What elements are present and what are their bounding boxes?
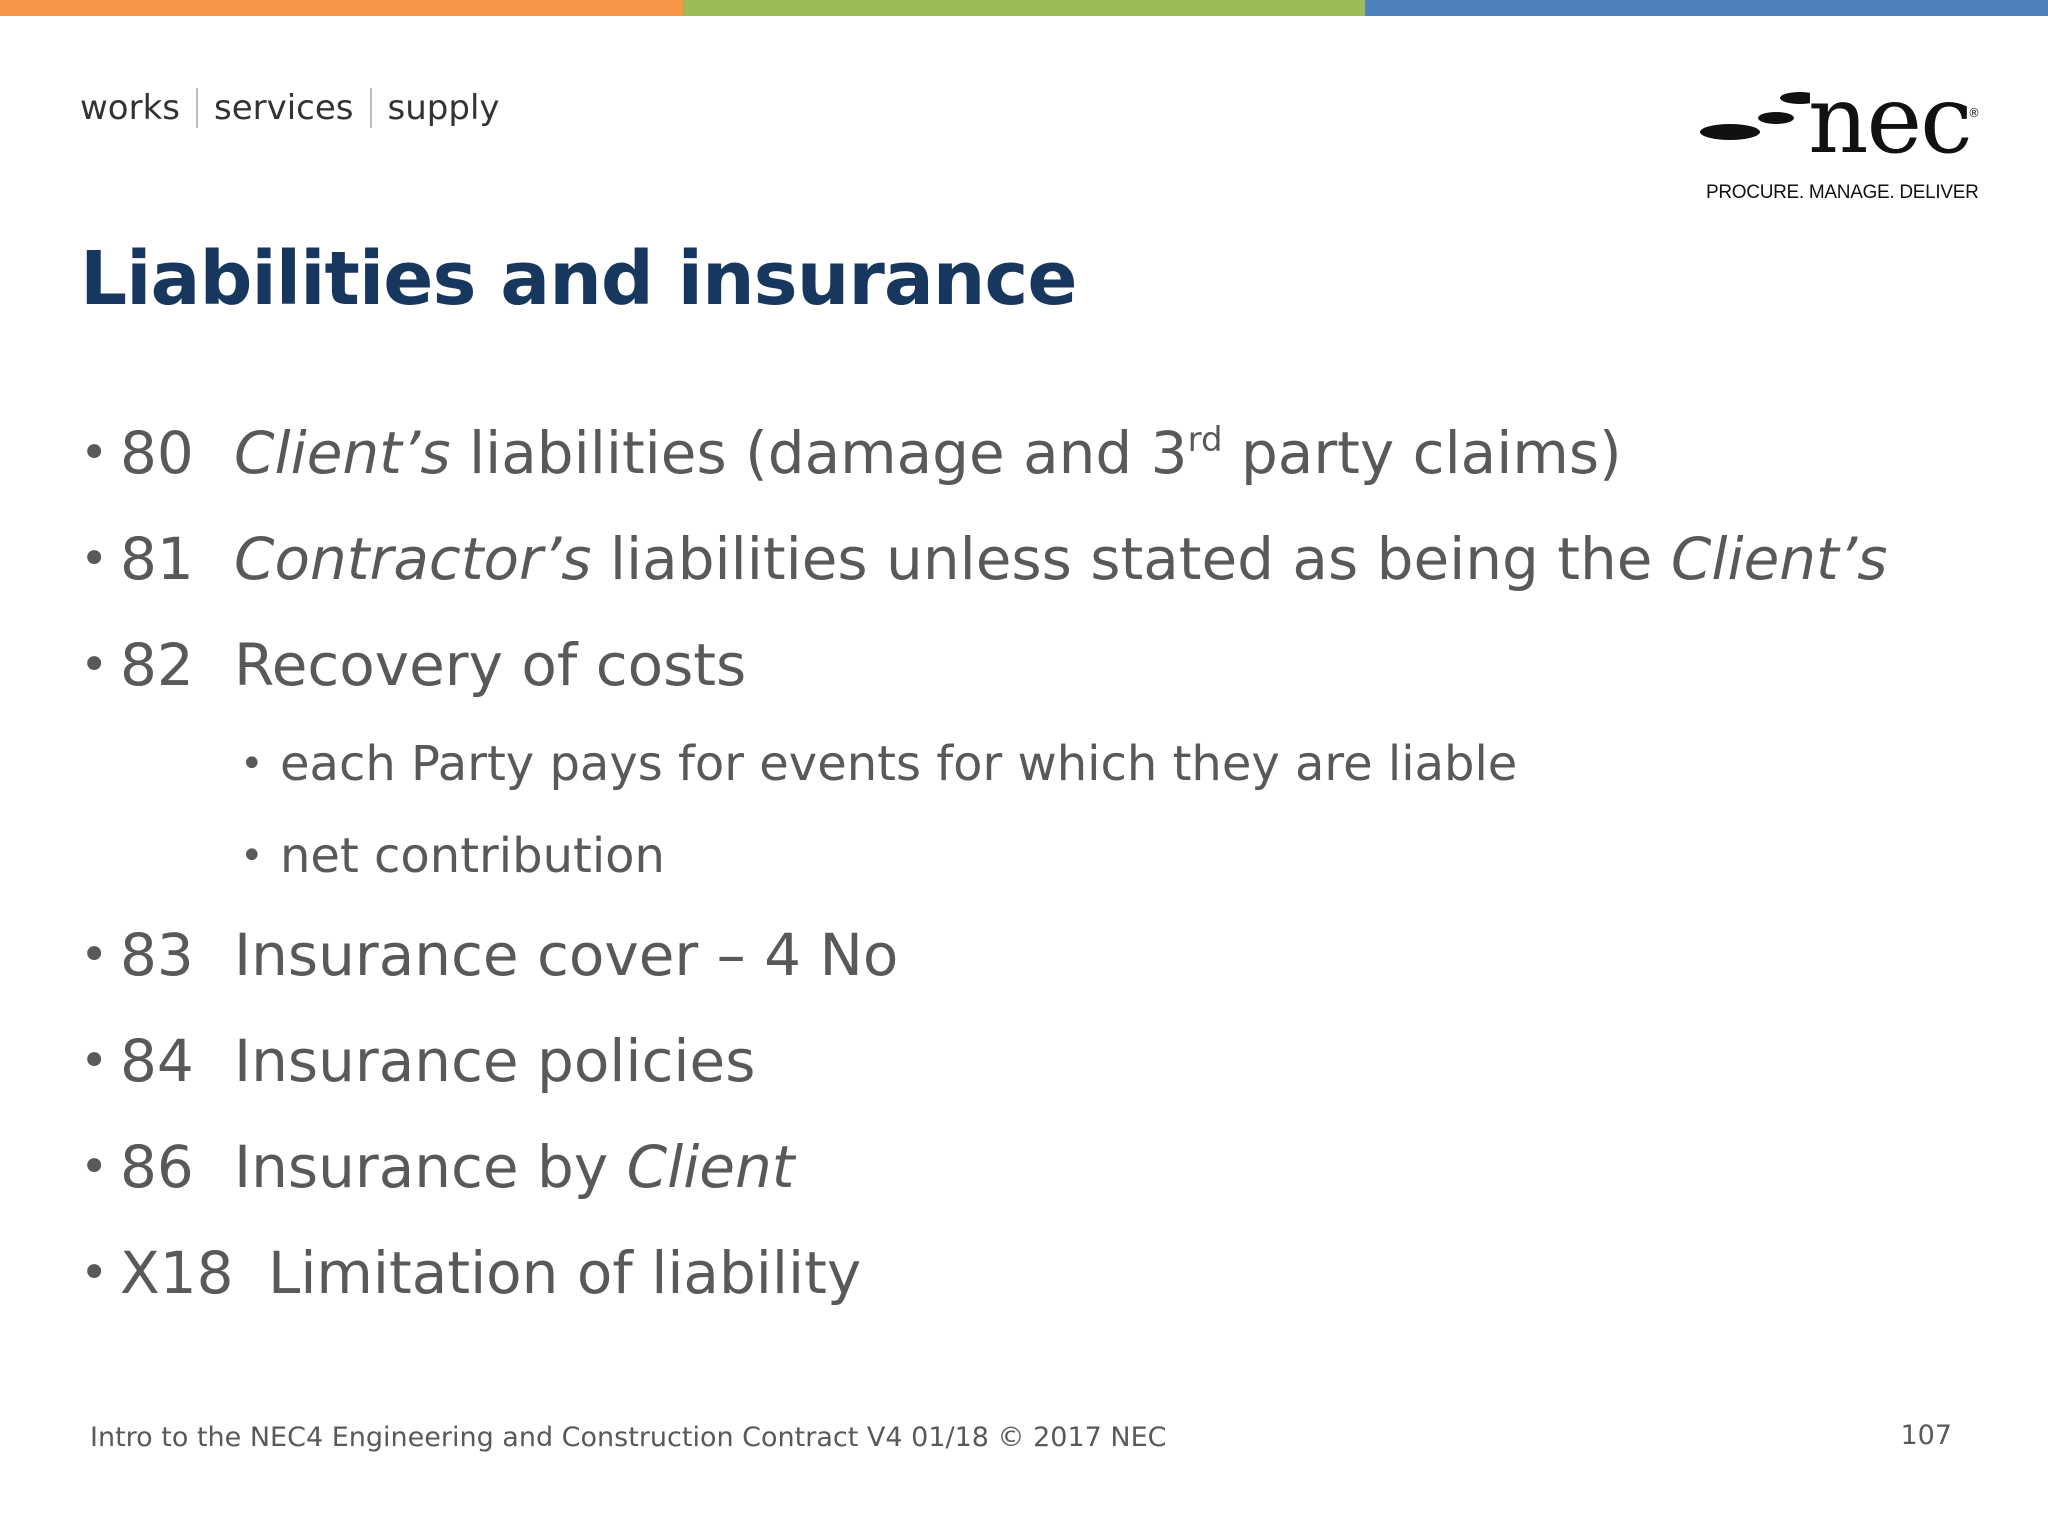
bullet-item-82 bbox=[80, 612, 2000, 718]
top-bar-blue bbox=[1365, 0, 2048, 16]
clause-number: 83 bbox=[120, 921, 194, 989]
clause-text bbox=[234, 1114, 795, 1220]
page-number: 107 bbox=[1900, 1420, 1952, 1451]
nec-logo bbox=[1700, 66, 1980, 208]
bullet-item-x18 bbox=[80, 1220, 2000, 1326]
bullet-item-86 bbox=[80, 1114, 2000, 1220]
bullet-dot-icon: • bbox=[80, 1139, 109, 1195]
clause-number: 84 bbox=[120, 1027, 194, 1095]
clause-number: 80 bbox=[120, 419, 194, 487]
slide-title: Liabilities and insurance bbox=[80, 236, 1077, 322]
bullet-dot-icon: • bbox=[80, 425, 109, 481]
bullet-item-83 bbox=[80, 902, 2000, 1008]
clause-plain: liabilities unless stated as being the bbox=[591, 525, 1671, 593]
clause-text bbox=[234, 400, 1622, 506]
clause-number: 86 bbox=[120, 1133, 194, 1201]
sub-bullet-text: net contribution bbox=[280, 828, 665, 884]
clause-plain: Insurance by bbox=[234, 1133, 627, 1201]
tagline-supply: supply bbox=[387, 88, 500, 128]
sub-bullet-item bbox=[80, 810, 2000, 902]
header-tagline bbox=[80, 88, 500, 128]
logo-swoosh-icon bbox=[1700, 88, 1810, 148]
bullet-item-81 bbox=[80, 506, 2000, 612]
clause-number: X18 bbox=[120, 1239, 234, 1307]
tagline-separator bbox=[370, 88, 372, 128]
clause-italic: Client’s bbox=[234, 419, 451, 487]
bullet-dot-icon: • bbox=[80, 1245, 109, 1301]
clause-number: 82 bbox=[120, 631, 194, 699]
top-bar-orange bbox=[0, 0, 683, 16]
sub-bullet-dot-icon: • bbox=[240, 741, 264, 787]
logo-wordmark: nec bbox=[1808, 66, 1971, 175]
top-color-bar bbox=[0, 0, 2048, 16]
bullet-dot-icon: • bbox=[80, 637, 109, 693]
clause-text: Limitation of liability bbox=[268, 1239, 862, 1307]
tagline-services: services bbox=[214, 88, 354, 128]
bullet-list bbox=[80, 400, 2000, 1326]
logo-tagline: PROCURE. MANAGE. DELIVER bbox=[1706, 182, 1979, 203]
clause-plain: liabilities (damage and 3 bbox=[450, 419, 1188, 487]
clause-text: Insurance cover – 4 No bbox=[234, 921, 899, 989]
tagline-works: works bbox=[80, 88, 180, 128]
clause-text: Insurance policies bbox=[234, 1027, 756, 1095]
bullet-item-84 bbox=[80, 1008, 2000, 1114]
tagline-separator bbox=[196, 88, 198, 128]
clause-text: Recovery of costs bbox=[234, 631, 747, 699]
bullet-dot-icon: • bbox=[80, 531, 109, 587]
bullet-item-80 bbox=[80, 400, 2000, 506]
sub-bullet-dot-icon: • bbox=[240, 833, 264, 879]
clause-italic-end: Client bbox=[626, 1133, 795, 1201]
clause-number: 81 bbox=[120, 525, 194, 593]
bullet-dot-icon: • bbox=[80, 1033, 109, 1089]
clause-superscript: rd bbox=[1187, 420, 1223, 460]
bullet-dot-icon: • bbox=[80, 927, 109, 983]
clause-plain-end: party claims) bbox=[1222, 419, 1622, 487]
sub-bullet-item bbox=[80, 718, 2000, 810]
footer-text: Intro to the NEC4 Engineering and Construction Contract V4 01/18 © 2017 NEC bbox=[90, 1422, 1167, 1453]
sub-bullet-text: each Party pays for events for which they are liable bbox=[280, 736, 1518, 792]
top-bar-green bbox=[683, 0, 1366, 16]
clause-italic: Contractor’s bbox=[234, 525, 592, 593]
clause-text bbox=[234, 506, 1887, 612]
clause-italic-end: Client’s bbox=[1670, 525, 1888, 593]
registered-mark-icon: ® bbox=[1968, 106, 1980, 120]
